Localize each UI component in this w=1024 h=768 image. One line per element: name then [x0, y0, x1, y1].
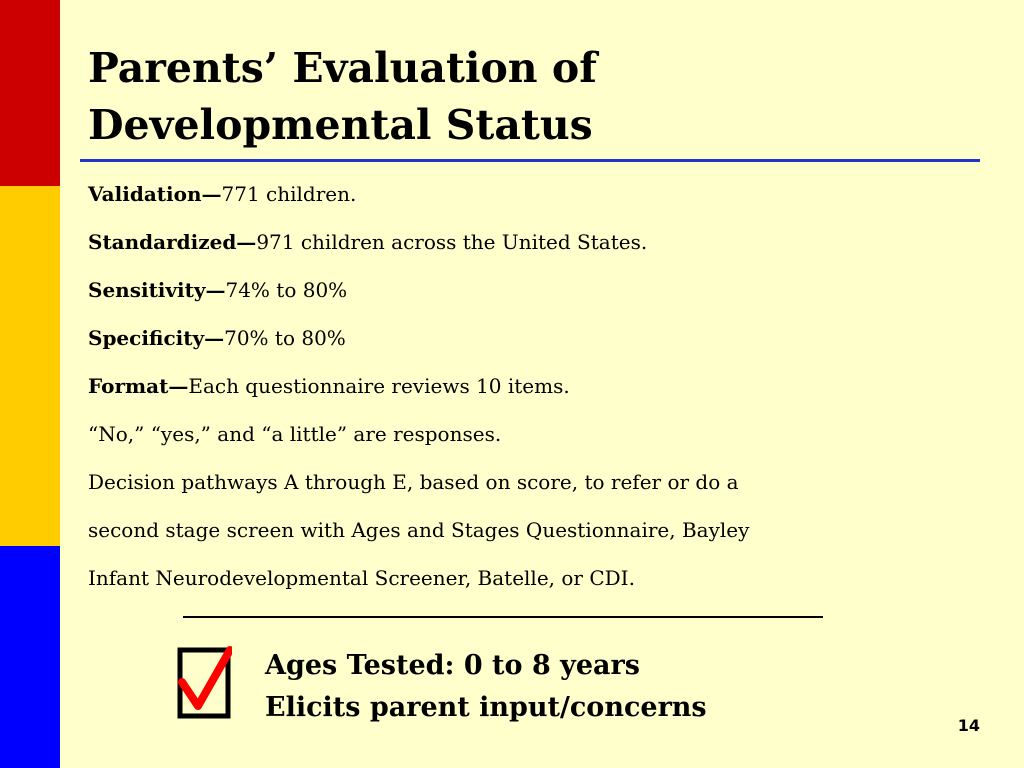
specificity-text: 70% to 80%	[224, 326, 346, 350]
blue-stripe	[0, 546, 60, 768]
ages-tested: Ages Tested: 0 to 8 years	[265, 650, 640, 681]
specificity-line	[88, 320, 968, 368]
yellow-stripe	[0, 186, 60, 546]
pathway-line-3: Infant Neurodevelopmental Screener, Batelle, or CDI.	[88, 566, 635, 590]
title-line-2: Developmental Status	[88, 101, 593, 149]
standardized-text: 971 children across the United States.	[256, 230, 648, 254]
checkbox-checked-icon	[176, 644, 232, 720]
slide-title	[88, 40, 968, 154]
standardized-label: Standardized—	[88, 230, 257, 254]
format-line	[88, 368, 968, 416]
validation-label: Validation—	[88, 182, 222, 206]
responses-line: “No,” “yes,” and “a little” are responses.	[88, 422, 502, 446]
title-underline	[80, 159, 980, 162]
format-text: Each questionnaire reviews 10 items.	[188, 374, 570, 398]
title-line-1: Parents’ Evaluation of	[88, 44, 597, 92]
standardized-line	[88, 224, 968, 272]
validation-line	[88, 176, 968, 224]
red-stripe	[0, 0, 60, 186]
pathway-line-1: Decision pathways A through E, based on score, to refer or do a	[88, 470, 739, 494]
sensitivity-label: Sensitivity—	[88, 278, 226, 302]
slide-body	[88, 176, 968, 608]
specificity-label: Specificity—	[88, 326, 225, 350]
divider-rule	[183, 616, 823, 618]
format-label: Format—	[88, 374, 189, 398]
sensitivity-text: 74% to 80%	[225, 278, 348, 302]
page-number: 14	[957, 716, 980, 735]
validation-text: 771 children.	[221, 182, 357, 206]
pathway-line-2: second stage screen with Ages and Stages Questionnaire, Bayley	[88, 518, 750, 542]
elicits-parent-input: Elicits parent input/concerns	[265, 692, 707, 723]
sensitivity-line	[88, 272, 968, 320]
summary-block	[265, 645, 707, 729]
